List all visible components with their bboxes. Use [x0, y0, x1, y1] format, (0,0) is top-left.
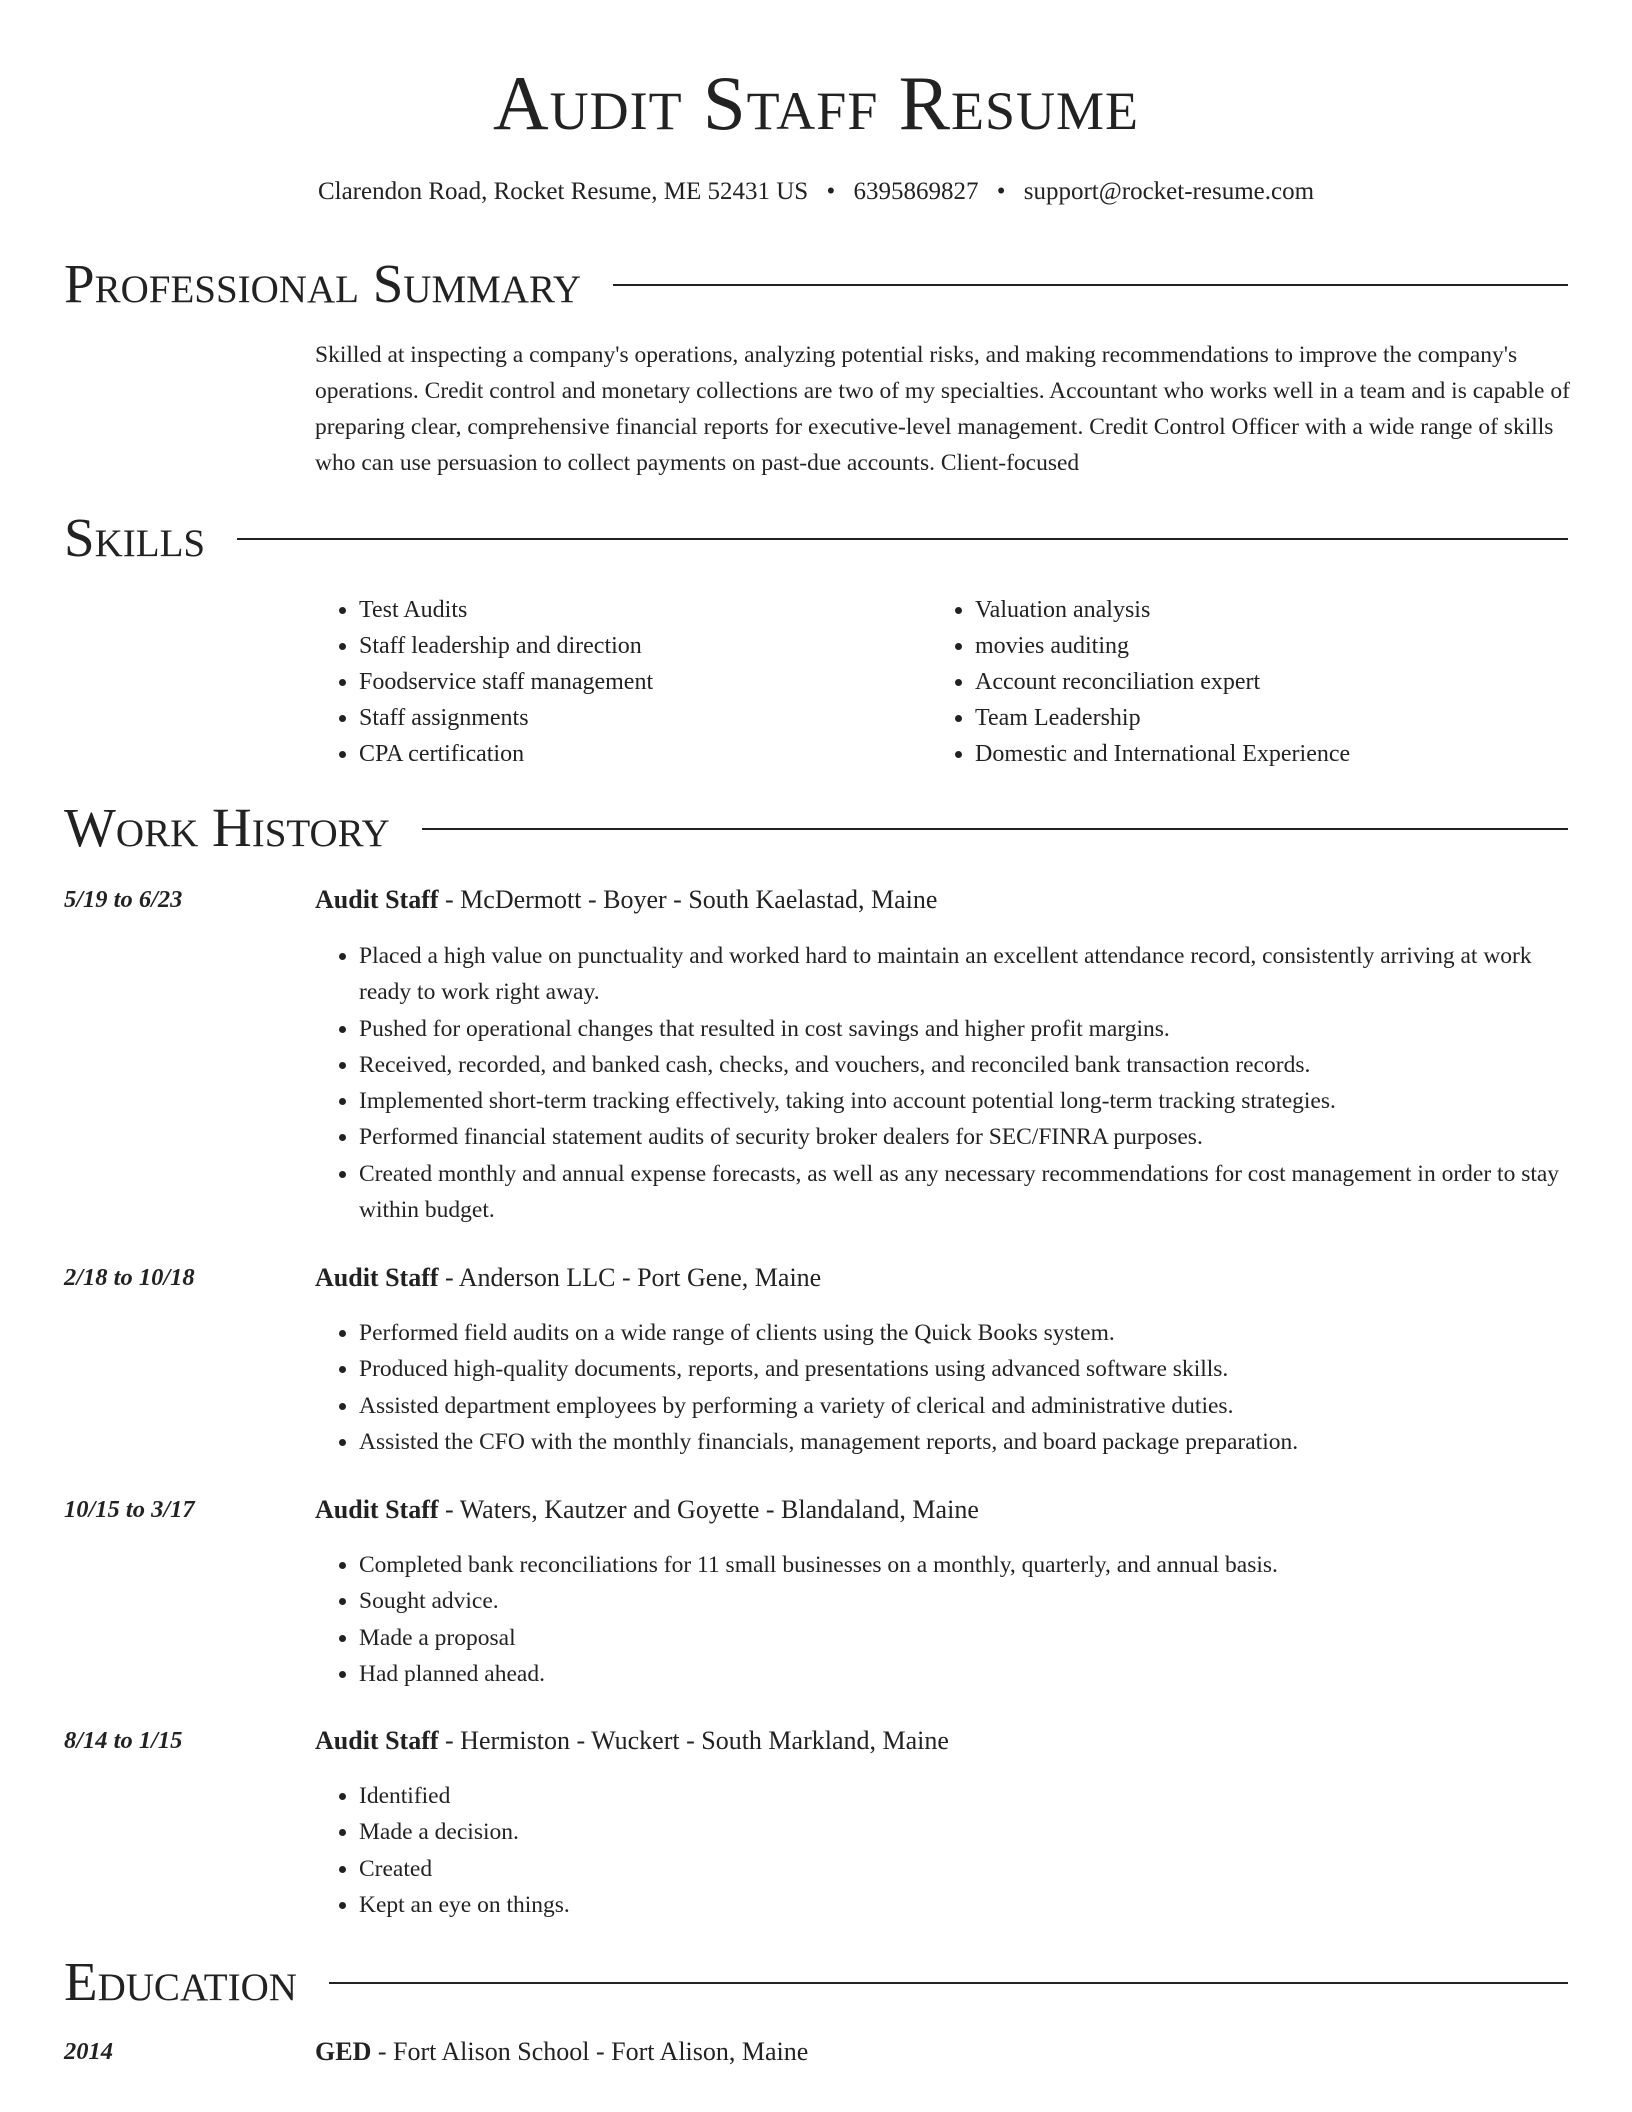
skill-item: • Foodservice staff management: [359, 664, 919, 700]
job-date: 5/19 to 6/23: [64, 886, 183, 913]
contact-separator: •: [996, 178, 1006, 205]
job-bullet: • Made a proposal: [359, 1620, 1585, 1656]
education-school: - Fort Alison School - Fort Alison, Maine: [371, 2037, 809, 2066]
job-bullets: [315, 1547, 1585, 1692]
job-heading: [315, 884, 937, 916]
contact-address: Clarendon Road, Rocket Resume, ME 52431 US: [317, 178, 809, 205]
job-bullet: • Created: [359, 1851, 1585, 1887]
job-bullet: • Sought advice.: [359, 1583, 1585, 1619]
job-bullet: • Had planned ahead.: [359, 1656, 1585, 1692]
job-bullet: • Created monthly and annual expense forecasts, as well as any necessary recommendations for cost management in order to stay within budget.: [359, 1156, 1585, 1229]
job-date: 8/14 to 1/15: [64, 1727, 183, 1754]
job-title: Audit Staff: [315, 1263, 439, 1292]
contact-email[interactable]: support@rocket-resume.com: [1023, 178, 1315, 205]
skill-item: • Valuation analysis: [975, 592, 1575, 628]
job-date: 10/15 to 3/17: [64, 1496, 195, 1523]
section-divider: [329, 1982, 1568, 1984]
job-bullet: • Completed bank reconciliations for 11 small businesses on a monthly, quarterly, and annual basis.: [359, 1547, 1585, 1583]
section-divider: [422, 828, 1568, 830]
education-date: 2014: [64, 2038, 113, 2065]
job-bullet: • Performed field audits on a wide range of clients using the Quick Books system.: [359, 1315, 1585, 1351]
job-employer: - Hermiston - Wuckert - South Markland, Maine: [438, 1726, 949, 1755]
summary-section-heading: [64, 252, 1568, 316]
job-bullet: • Placed a high value on punctuality and worked hard to maintain an excellent attendance record, consistently arriving at work ready to work right away.: [359, 938, 1585, 1011]
skill-item: • Test Audits: [359, 592, 919, 628]
education-section-heading: [64, 1950, 1568, 2014]
job-bullets: [315, 1315, 1585, 1460]
skill-item: • movies auditing: [975, 628, 1575, 664]
education-heading-line: [315, 2036, 808, 2068]
job-title: Audit Staff: [315, 1495, 439, 1524]
skill-item: • Staff assignments: [359, 700, 919, 736]
work-section-heading: [64, 796, 1568, 860]
job-bullet: • Assisted the CFO with the monthly financials, management reports, and board package preparation.: [359, 1424, 1585, 1460]
job-bullet: • Produced high-quality documents, reports, and presentations using advanced software skills.: [359, 1351, 1585, 1387]
job-heading: [315, 1725, 949, 1757]
job-bullet: • Performed financial statement audits of security broker dealers for SEC/FINRA purposes.: [359, 1119, 1585, 1155]
job-bullet: • Kept an eye on things.: [359, 1887, 1585, 1923]
education-degree: GED: [315, 2037, 372, 2066]
job-date: 2/18 to 10/18: [64, 1264, 195, 1291]
job-employer: - Waters, Kautzer and Goyette - Blandaland, Maine: [438, 1495, 979, 1524]
skill-item: • CPA certification: [359, 736, 919, 772]
skills-section-heading: [64, 506, 1568, 570]
skill-item: • Domestic and International Experience: [975, 736, 1575, 772]
work-heading: Work History: [64, 797, 390, 858]
job-bullet: • Assisted department employees by performing a variety of clerical and administrative duties.: [359, 1388, 1585, 1424]
skills-heading: Skills: [64, 507, 206, 568]
job-bullet: • Made a decision.: [359, 1814, 1585, 1850]
summary-heading: Professional Summary: [64, 253, 582, 314]
skills-list-right: [931, 592, 1575, 772]
job-bullet: • Pushed for operational changes that resulted in cost savings and higher profit margins.: [359, 1011, 1585, 1047]
job-bullet: • Implemented short-term tracking effectively, taking into account potential long-term tracking strategies.: [359, 1083, 1585, 1119]
contact-phone[interactable]: 6395869827: [853, 178, 979, 205]
job-bullet: • Identified: [359, 1778, 1585, 1814]
skills-list-left: [315, 592, 919, 772]
job-bullets: [315, 1778, 1585, 1923]
job-heading: [315, 1494, 979, 1526]
job-bullets: [315, 938, 1585, 1228]
summary-text: Skilled at inspecting a company's operations, analyzing potential risks, and making recommendations to improve the company's operations. Credit control and monetary collections are two of my specialties. Accountant who works well in a team and is capable of preparing clear, comprehensive financial reports for executive-level management. Credit Control Officer with a wide range of skills who can use persuasion to collect payments on past-due accounts. Client-focused: [315, 342, 1570, 476]
skill-item: • Staff leadership and direction: [359, 628, 919, 664]
job-title: Audit Staff: [315, 885, 439, 914]
job-bullet: • Received, recorded, and banked cash, checks, and vouchers, and reconciled bank transaction records.: [359, 1047, 1585, 1083]
contact-separator: •: [826, 178, 836, 205]
job-employer: - Anderson LLC - Port Gene, Maine: [438, 1263, 822, 1292]
section-divider: [237, 538, 1568, 540]
job-title: Audit Staff: [315, 1726, 439, 1755]
skill-item: • Account reconciliation expert: [975, 664, 1575, 700]
section-divider: [613, 284, 1568, 286]
job-heading: [315, 1262, 821, 1294]
resume-title: Audit Staff Resume: [493, 60, 1139, 146]
skill-item: • Team Leadership: [975, 700, 1575, 736]
contact-line: [0, 176, 1632, 208]
education-heading: Education: [64, 1951, 297, 2012]
job-employer: - McDermott - Boyer - South Kaelastad, Maine: [438, 885, 938, 914]
